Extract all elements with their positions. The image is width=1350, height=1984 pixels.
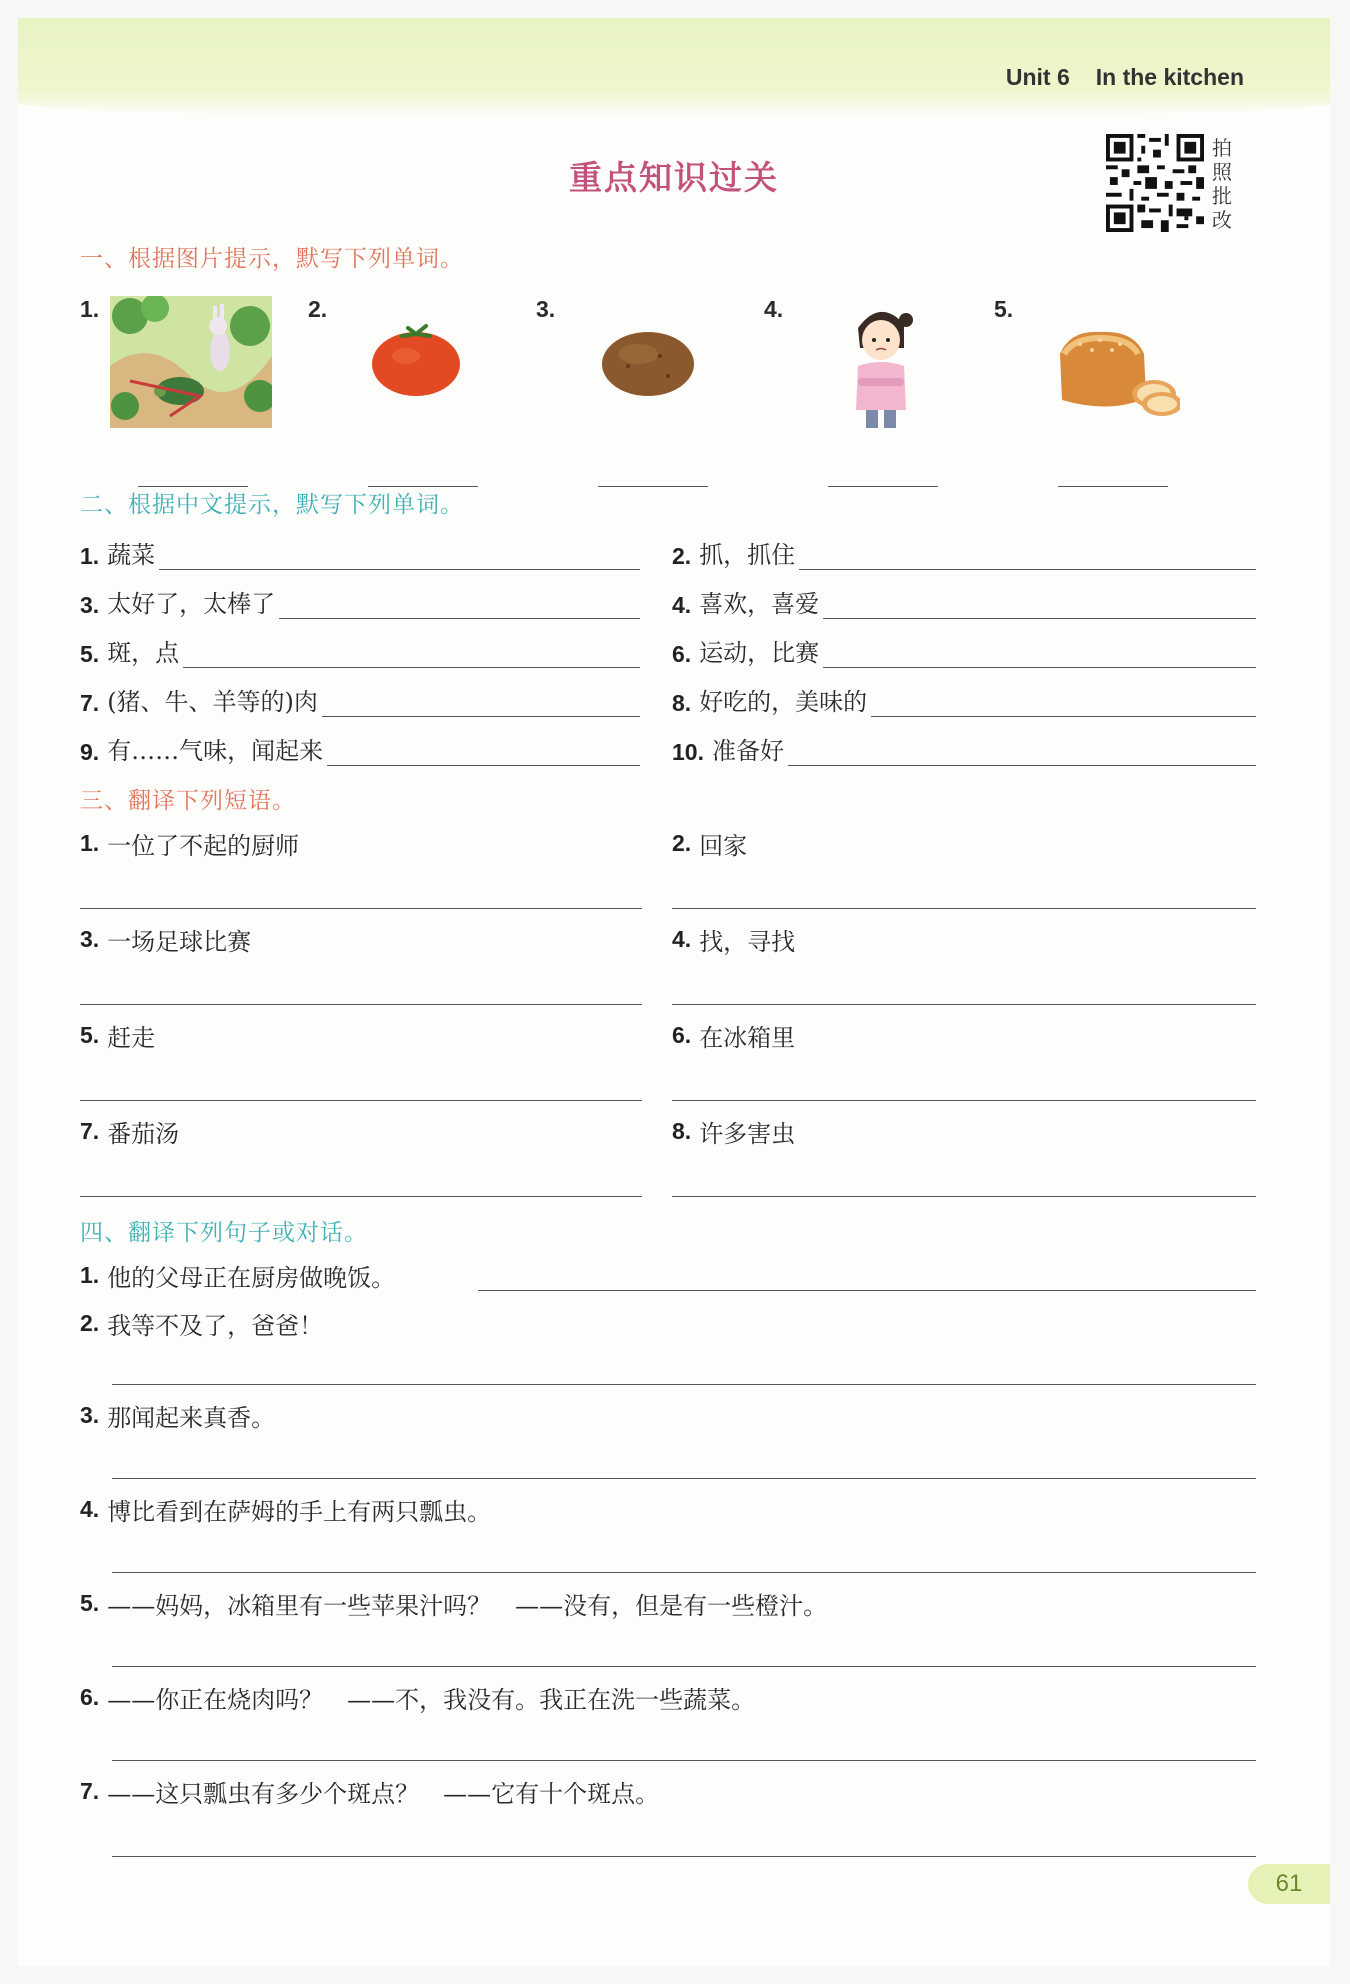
answer-line[interactable] bbox=[112, 1384, 1256, 1385]
girl-thinking-icon bbox=[840, 298, 924, 428]
potato-icon bbox=[598, 326, 698, 402]
answer-line[interactable] bbox=[112, 1856, 1256, 1857]
qr-label: 拍 照 批 改 bbox=[1212, 136, 1232, 232]
answer-line[interactable] bbox=[183, 641, 640, 668]
answer-line[interactable] bbox=[799, 543, 1256, 570]
section2-heading: 二、根据中文提示，默写下列单词。 bbox=[80, 492, 464, 518]
answer-line[interactable] bbox=[112, 1760, 1256, 1761]
phrase-item: 1. 一位了不起的厨师 bbox=[80, 830, 300, 860]
sentence-item: 1. 他的父母正在厨房做晚饭。 bbox=[80, 1262, 396, 1292]
dialogue-item: 6. ——你正在烧肉吗？ ——不，我没有。我正在洗一些蔬菜。 bbox=[80, 1684, 756, 1714]
workbook-page bbox=[18, 18, 1330, 1966]
pic-num-2: 2. bbox=[308, 296, 328, 322]
fill-item: 6. 运动，比赛 bbox=[672, 634, 1256, 668]
answer-line[interactable] bbox=[672, 1100, 1256, 1101]
phrase-item: 5. 赶走 bbox=[80, 1022, 156, 1052]
unit-title: In the kitchen bbox=[1095, 64, 1244, 90]
pic-num-1: 1. bbox=[80, 296, 100, 322]
fill-item: 7. (猪、牛、羊等的)肉 bbox=[80, 683, 640, 717]
phrase-item: 4. 找，寻找 bbox=[672, 926, 796, 956]
page-number: 61 bbox=[1248, 1864, 1330, 1904]
pic-num-4: 4. bbox=[764, 296, 784, 322]
answer-line[interactable] bbox=[823, 641, 1256, 668]
answer-line[interactable] bbox=[788, 739, 1256, 766]
answer-line[interactable] bbox=[823, 592, 1256, 619]
fill-item: 8. 好吃的，美味的 bbox=[672, 683, 1256, 717]
answer-line[interactable] bbox=[322, 690, 640, 717]
fill-item: 9. 有……气味，闻起来 bbox=[80, 732, 640, 766]
fill-item: 4. 喜欢，喜爱 bbox=[672, 585, 1256, 619]
dialogue-item: 7. ——这只瓢虫有多少个斑点？ ——它有十个斑点。 bbox=[80, 1778, 660, 1808]
answer-line[interactable] bbox=[598, 486, 708, 487]
answer-line[interactable] bbox=[80, 908, 642, 909]
answer-line[interactable] bbox=[279, 592, 640, 619]
fill-item: 1. 蔬菜 bbox=[80, 536, 640, 570]
unit-header bbox=[1006, 64, 1244, 91]
fill-item: 3. 太好了，太棒了 bbox=[80, 585, 640, 619]
phrase-item: 3. 一场足球比赛 bbox=[80, 926, 252, 956]
section4-heading: 四、翻译下列句子或对话。 bbox=[80, 1220, 368, 1246]
answer-line[interactable] bbox=[672, 1196, 1256, 1197]
sentence-item: 2. 我等不及了，爸爸！ bbox=[80, 1310, 324, 1340]
phrase-item: 6. 在冰箱里 bbox=[672, 1022, 796, 1052]
tomato-icon bbox=[368, 320, 464, 400]
section3-heading: 三、翻译下列短语。 bbox=[80, 788, 296, 814]
phrase-item: 7. 番茄汤 bbox=[80, 1118, 180, 1148]
answer-line[interactable] bbox=[112, 1478, 1256, 1479]
sentence-item: 4. 博比看到在萨姆的手上有两只瓢虫。 bbox=[80, 1496, 492, 1526]
phrase-item: 8. 许多害虫 bbox=[672, 1118, 796, 1148]
sentence-item: 3. 那闻起来真香。 bbox=[80, 1402, 276, 1432]
answer-line[interactable] bbox=[80, 1196, 642, 1197]
unit-number: Unit 6 bbox=[1005, 64, 1070, 90]
answer-line[interactable] bbox=[871, 690, 1256, 717]
answer-line[interactable] bbox=[1058, 486, 1168, 487]
answer-line[interactable] bbox=[672, 1004, 1256, 1005]
answer-line[interactable] bbox=[672, 908, 1256, 909]
page-title: 重点知识过关 bbox=[569, 158, 779, 197]
fill-item: 5. 斑，点 bbox=[80, 634, 640, 668]
answer-line[interactable] bbox=[159, 543, 640, 570]
answer-line[interactable] bbox=[112, 1666, 1256, 1667]
qr-code-icon[interactable] bbox=[1106, 134, 1204, 232]
fill-item: 10. 准备好 bbox=[672, 732, 1256, 766]
answer-line[interactable] bbox=[80, 1100, 642, 1101]
dialogue-item: 5. ——妈妈，冰箱里有一些苹果汁吗？ ——没有，但是有一些橙汁。 bbox=[80, 1590, 828, 1620]
answer-line[interactable] bbox=[327, 739, 640, 766]
race-picture-icon bbox=[110, 296, 272, 428]
fill-item: 2. 抓，抓住 bbox=[672, 536, 1256, 570]
pic-num-5: 5. bbox=[994, 296, 1014, 322]
answer-line[interactable] bbox=[112, 1572, 1256, 1573]
answer-line[interactable] bbox=[478, 1290, 1256, 1291]
answer-line[interactable] bbox=[80, 1004, 642, 1005]
pic-num-3: 3. bbox=[536, 296, 556, 322]
bread-icon bbox=[1050, 324, 1180, 422]
section1-heading: 一、根据图片提示，默写下列单词。 bbox=[80, 246, 464, 272]
answer-line[interactable] bbox=[828, 486, 938, 487]
phrase-item: 2. 回家 bbox=[672, 830, 748, 860]
